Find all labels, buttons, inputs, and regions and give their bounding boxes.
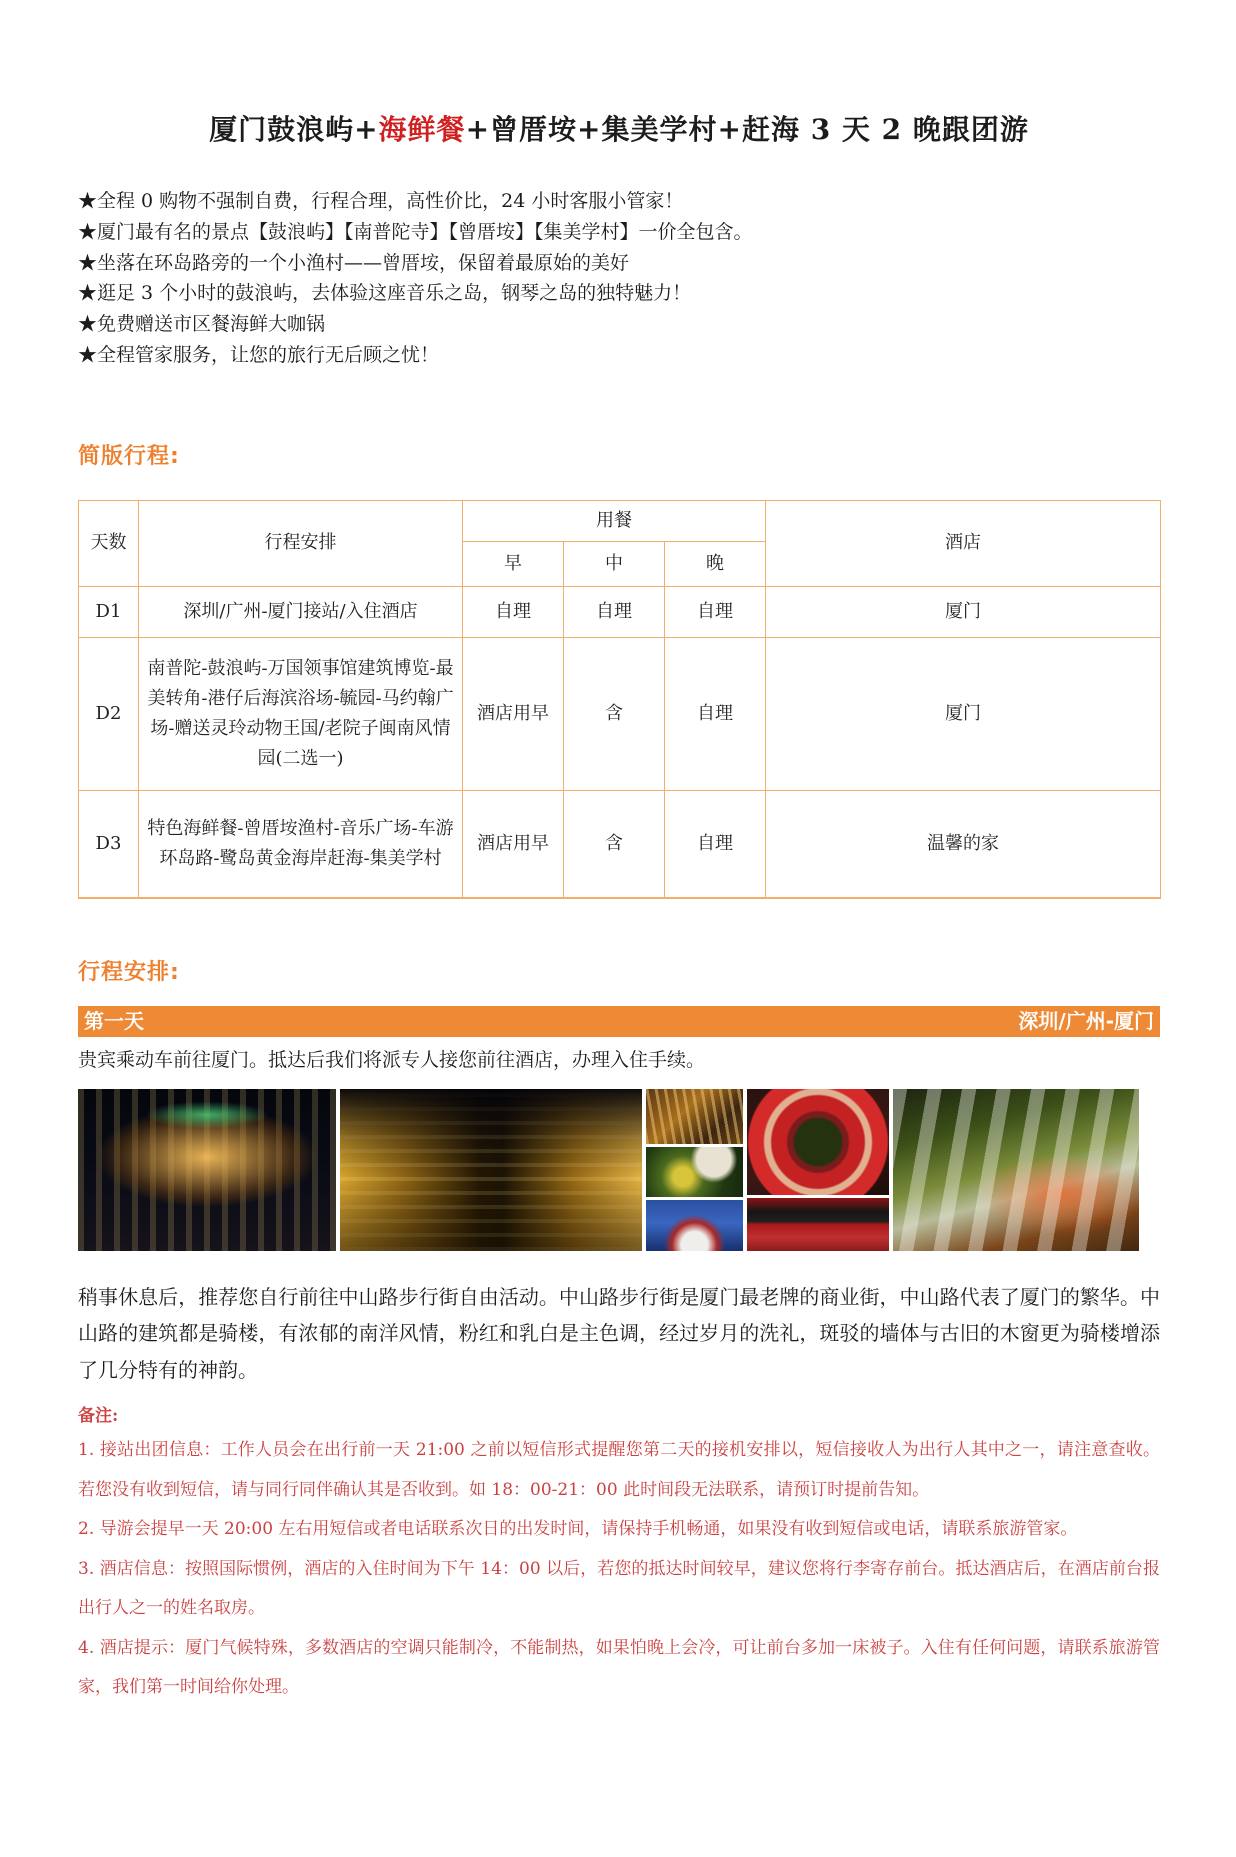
col-header-day: 天数 xyxy=(79,500,139,586)
day1-description-text: 稍事休息后，推荐您自行前往中山路步行街自由活动。中山路步行街是厦门最老牌的商业街，中山路代表了厦门的繁华。中山路的建筑都是骑楼，有浓郁的南洋风情，粉红和乳白是主色调，经过岁月的洗礼，斑驳的墙体与古旧的木窗更为骑楼增添了几分特有的神韵。 xyxy=(78,1284,1160,1382)
notes-heading: 备注: xyxy=(78,1406,119,1427)
photo-platter-and-storefront xyxy=(747,1089,889,1251)
cell-day: D2 xyxy=(79,637,139,790)
table-header-row xyxy=(79,500,1161,541)
cell-dinner: 自理 xyxy=(665,790,766,898)
photo-night-heritage-building xyxy=(78,1089,336,1251)
highlight-item: ★全程管家服务，让您的旅行无后顾之忧！ xyxy=(78,343,440,366)
col-header-meals: 用餐 xyxy=(463,500,766,541)
note-item: 3. 酒店信息：按照国际惯例，酒店的入住时间为下午 14：00 以后，若您的抵达时间较早，建议您将行李寄存前台。抵达酒店后，在酒店前台报出行人之一的姓名取房。 xyxy=(78,1558,1160,1619)
highlight-item: ★全程 0 购物不强制自费，行程合理，高性价比，24 小时客服小管家！ xyxy=(78,190,684,212)
highlight-item: ★逛足 3 个小时的鼓浪屿，去体验这座音乐之岛，钢琴之岛的独特魅力！ xyxy=(78,282,692,305)
cell-itinerary: 深圳/广州-厦门接站/入住酒店 xyxy=(139,586,463,637)
table-row-d1 xyxy=(79,586,1161,637)
itinerary-summary-table xyxy=(78,500,1161,899)
day1-banner-label: 第一天 xyxy=(84,1008,144,1033)
photo-zhongshan-road-night-street xyxy=(340,1089,642,1251)
col-header-hotel: 酒店 xyxy=(766,500,1161,586)
photo-food-plates xyxy=(646,1147,743,1197)
note-item: 4. 酒店提示：厦门气候特殊，多数酒店的空调只能制冷，不能制热，如果怕晚上会冷，可让前台多加一床被子。入住有任何问题，请联系旅游管家，我们第一时间给你处理。 xyxy=(78,1637,1160,1698)
section-heading-simple-itinerary: 简版行程: xyxy=(78,443,180,469)
cell-lunch: 含 xyxy=(564,637,665,790)
cell-itinerary: 南普陀-鼓浪屿-万国领事馆建筑博览-最美转角-港仔后海滨浴场-毓园-马约翰广场-赠送灵玲动物王国/老院子闽南风情园(二选一) xyxy=(139,637,463,790)
photo-strip xyxy=(78,1089,1160,1251)
table-row-d3 xyxy=(79,790,1161,898)
section-heading-itinerary-detail: 行程安排: xyxy=(78,959,180,985)
col-header-dinner: 晚 xyxy=(665,541,766,586)
photo-seafood-platter xyxy=(747,1089,889,1195)
highlight-list xyxy=(78,186,1160,371)
notes-section xyxy=(78,1401,1160,1708)
cell-breakfast: 自理 xyxy=(463,586,564,637)
cell-dinner: 自理 xyxy=(665,586,766,637)
day1-banner-route: 深圳/广州-厦门 xyxy=(1018,1008,1154,1033)
cell-hotel: 温馨的家 xyxy=(766,790,1161,898)
title-part-1: 厦门鼓浪屿+ xyxy=(209,113,379,146)
cell-breakfast: 酒店用早 xyxy=(463,637,564,790)
day1-intro-text: 贵宾乘动车前往厦门。抵达后我们将派专人接您前往酒店，办理入住手续。 xyxy=(78,1048,706,1071)
cell-breakfast: 酒店用早 xyxy=(463,790,564,898)
page-title xyxy=(78,110,1160,150)
highlight-item: ★免费赠送市区餐海鲜大咖锅 xyxy=(78,313,326,336)
cell-lunch: 含 xyxy=(564,790,665,898)
note-item: 2. 导游会提早一天 20:00 左右用短信或者电话联系次日的出发时间，请保持手机畅通，如果没有收到短信或电话，请联系旅游管家。 xyxy=(78,1519,1078,1540)
title-part-2: +曾厝垵+集美学村+赶海 3 天 2 晚跟团游 xyxy=(465,113,1029,146)
cell-hotel: 厦门 xyxy=(766,637,1161,790)
col-header-lunch: 中 xyxy=(564,541,665,586)
table-row-d2 xyxy=(79,637,1161,790)
cell-lunch: 自理 xyxy=(564,586,665,637)
cell-hotel: 厦门 xyxy=(766,586,1161,637)
photo-street-food-collage xyxy=(646,1089,743,1251)
note-item: 1. 接站出团信息：工作人员会在出行前一天 21:00 之前以短信形式提醒您第二天的接机安排以，短信接收人为出行人其中之一，请注意查收。若您没有收到短信，请与同行同伴确认其是否收到。如 18：00-21：00 此时间段无法联系，请预订时提前告知。 xyxy=(78,1440,1160,1500)
highlight-item: ★厦门最有名的景点【鼓浪屿】【南普陀寺】【曾厝垵】【集美学村】一价全包含。 xyxy=(78,220,753,243)
photo-food-skewers xyxy=(646,1089,743,1144)
photo-seafood-market-stall xyxy=(893,1089,1139,1251)
cell-dinner: 自理 xyxy=(665,637,766,790)
title-highlight-red: 海鲜餐 xyxy=(378,113,466,146)
cell-day: D1 xyxy=(79,586,139,637)
photo-red-storefront xyxy=(747,1198,889,1251)
col-header-breakfast: 早 xyxy=(463,541,564,586)
highlight-item: ★坐落在环岛路旁的一个小渔村——曾厝垵，保留着最原始的美好 xyxy=(78,251,630,274)
day1-banner xyxy=(78,1006,1160,1037)
cell-itinerary: 特色海鲜餐-曾厝垵渔村-音乐广场-车游环岛路-鹭岛黄金海岸赶海-集美学村 xyxy=(139,790,463,898)
document-page xyxy=(0,110,1236,1708)
photo-shark-storefront xyxy=(646,1200,743,1251)
col-header-itinerary: 行程安排 xyxy=(139,500,463,586)
cell-day: D3 xyxy=(79,790,139,898)
